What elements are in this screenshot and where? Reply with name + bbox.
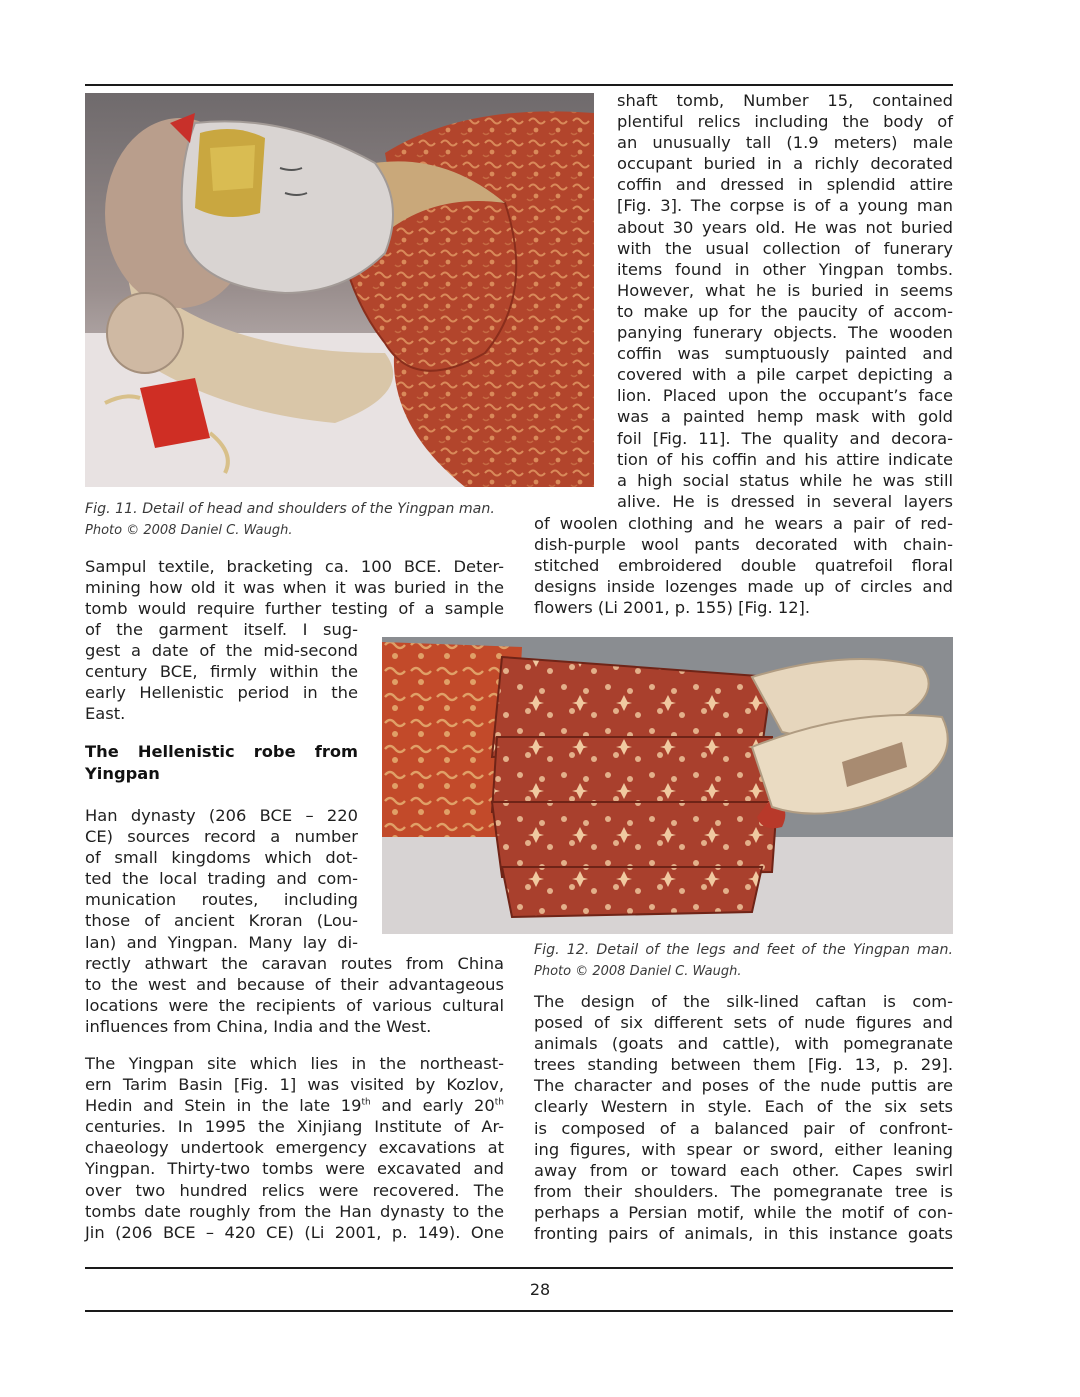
para3-rest <box>85 1116 504 1243</box>
text-line: is composed of a balanced pair of confront- <box>534 1118 953 1138</box>
text-line: lion. Placed upon the occupant’s face <box>617 386 953 406</box>
text-line: of woolen clothing and he wears a pair of red- <box>534 514 953 533</box>
text-line: tomb would require further testing of a sample <box>85 599 504 619</box>
text-line: covered with a pile carpet depicting a <box>617 365 953 385</box>
text-line: a high social status while he was still <box>617 470 953 490</box>
left-para1-narrow <box>85 619 358 724</box>
figure-11-credit: Photo © 2008 Daniel C. Waugh. <box>85 523 293 538</box>
right-column-bottom-text <box>534 991 953 1244</box>
superscript-th: th <box>494 1097 504 1108</box>
superscript-th: th <box>361 1097 371 1108</box>
footer-rule-lower <box>85 1310 953 1312</box>
text-line: The character and poses of the nude puttis are <box>534 1076 953 1096</box>
text-line: munication routes, including <box>85 890 358 910</box>
text-line: influences from China, India and the West. <box>85 1017 432 1037</box>
text-line: to make up for the paucity of accom- <box>617 301 953 321</box>
text-line: animals (goats and cattle), with pomegranate <box>534 1034 953 1054</box>
text-line: panying funerary objects. The wooden <box>617 323 953 343</box>
text-line: an unusually tall (1.9 meters) male <box>617 133 953 153</box>
text-line: shaft tomb, Number 15, contained <box>617 91 953 110</box>
left-para2-narrow <box>85 805 358 953</box>
text-line: Yingpan. Thirty-two tombs were excavated and <box>85 1159 504 1179</box>
text-line: dish-purple wool pants decorated with chain- <box>534 535 953 555</box>
text-line: However, what he is buried in seems <box>617 280 953 300</box>
para3-line3-a: Hedin and Stein in the late 19 <box>85 1096 362 1116</box>
para3-line-superscripts <box>85 1095 504 1116</box>
left-para2-wide <box>85 953 504 1037</box>
figure-11-caption <box>85 499 515 541</box>
text-line: plentiful relics including the body of <box>617 112 953 132</box>
left-para1-wide <box>85 556 504 619</box>
figure-11-caption-text: Fig. 11. Detail of head and shoulders of the Yingpan man. <box>85 501 495 517</box>
section-heading-line2: Yingpan <box>85 763 160 783</box>
text-line: chaeology undertook emergency excavations at <box>85 1138 504 1158</box>
text-line: tombs date roughly from the Han dynasty to the <box>85 1201 504 1221</box>
right-column-narrow-text <box>617 90 953 512</box>
text-line: flowers (Li 2001, p. 155) [Fig. 12]. <box>534 598 811 618</box>
text-line: ing figures, with spear or sword, either leaning <box>534 1139 953 1159</box>
text-line: items found in other Yingpan tombs. <box>617 259 953 279</box>
text-line: century BCE, firmly within the <box>85 662 358 682</box>
left-para3 <box>85 1053 504 1243</box>
text-line: was a painted hemp mask with gold <box>617 407 953 427</box>
text-line: about 30 years old. He was not buried <box>617 217 953 237</box>
text-line: over two hundred relics were recovered. The <box>85 1180 504 1200</box>
text-line: rectly athwart the caravan routes from China <box>85 954 504 973</box>
text-line: with the usual collection of funerary <box>617 238 953 258</box>
text-line: mining how old it was when it was buried in the <box>85 578 504 598</box>
text-line: coffin and dressed in splendid attire <box>617 175 953 195</box>
text-line: fronting pairs of animals, in this instance goats <box>534 1224 953 1244</box>
text-line: from their shoulders. The pomegranate tree is <box>534 1181 953 1201</box>
text-line: stitched embroidered double quatrefoil floral <box>534 556 953 576</box>
text-line: to the west and because of their advantageous <box>85 975 504 995</box>
para3-line: ern Tarim Basin [Fig. 1] was visited by Kozlov, <box>85 1075 504 1095</box>
text-line: Han dynasty (206 BCE – 220 <box>85 806 358 825</box>
text-line: designs inside lozenges made up of circles and <box>534 577 953 597</box>
figure-12-photo <box>382 637 953 934</box>
text-line: occupant buried in a richly decorated <box>617 154 953 174</box>
text-line: centuries. In 1995 the Xinjiang Institute of Ar- <box>85 1117 504 1137</box>
text-line: ted the local trading and com- <box>85 869 358 889</box>
text-line: trees standing between them [Fig. 13, p. 29]. <box>534 1055 953 1075</box>
page-number: 28 <box>529 1280 551 1299</box>
text-line: Sampul textile, bracketing ca. 100 BCE. Deter- <box>85 557 504 576</box>
text-line: The design of the silk-lined caftan is com- <box>534 992 953 1011</box>
para3-line: The Yingpan site which lies in the northeast- <box>85 1054 504 1073</box>
footer-rule-upper <box>85 1267 953 1269</box>
text-line: East. <box>85 704 126 724</box>
top-rule <box>85 84 953 86</box>
text-line: lan) and Yingpan. Many lay di- <box>85 932 358 952</box>
figure-11-photo <box>85 93 594 487</box>
text-line: clearly Western in style. Each of the six sets <box>534 1097 953 1117</box>
text-line: locations were the recipients of various cultural <box>85 996 504 1016</box>
section-heading <box>85 741 358 784</box>
text-line: posed of six different sets of nude figures and <box>534 1013 953 1033</box>
para3-line3-b: and early 20 <box>370 1096 495 1116</box>
text-line: Jin (206 BCE – 420 CE) (Li 2001, p. 149). One <box>85 1222 504 1242</box>
figure-12-caption-text: Fig. 12. Detail of the legs and feet of the Yingpan man. <box>534 942 953 958</box>
text-line: alive. He is dressed in several layers <box>617 491 953 511</box>
figure-12-credit: Photo © 2008 Daniel C. Waugh. <box>534 964 742 979</box>
text-line: CE) sources record a number <box>85 827 358 847</box>
text-line: those of ancient Kroran (Lou- <box>85 911 358 931</box>
text-line: coffin was sumptuously painted and <box>617 344 953 364</box>
section-heading-line1: The Hellenistic robe from <box>85 742 358 761</box>
text-line: foil [Fig. 11]. The quality and decora- <box>617 428 953 448</box>
text-line: early Hellenistic period in the <box>85 683 358 703</box>
text-line: tion of his coffin and his attire indicate <box>617 449 953 469</box>
figure-12-caption <box>534 940 953 982</box>
text-line: gest a date of the mid-second <box>85 641 358 661</box>
text-line: perhaps a Persian motif, while the motif of con- <box>534 1202 953 1222</box>
text-line: away from or toward each other. Capes swirl <box>534 1160 953 1180</box>
text-line: of small kingdoms which dot- <box>85 848 358 868</box>
text-line: of the garment itself. I sug- <box>85 620 358 639</box>
right-column-wide-text <box>534 513 953 618</box>
text-line: [Fig. 3]. The corpse is of a young man <box>617 196 953 216</box>
